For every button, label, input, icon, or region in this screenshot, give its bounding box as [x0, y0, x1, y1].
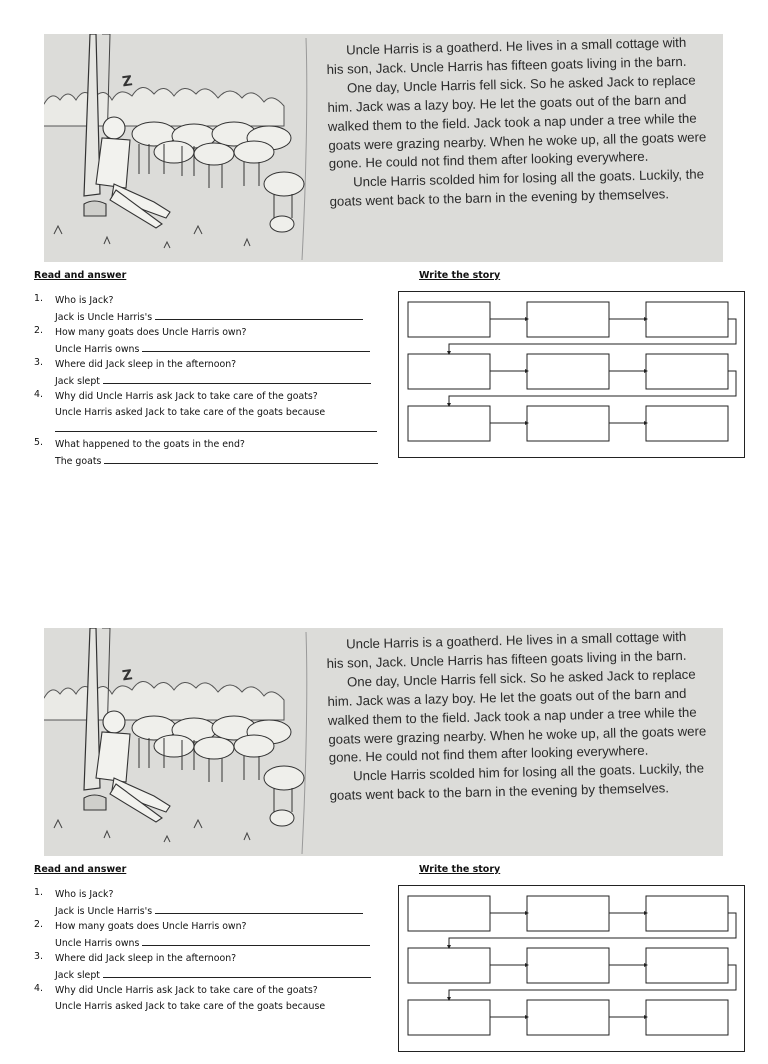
question-item — [34, 357, 394, 389]
sleep-mark: Z — [121, 73, 134, 91]
story-paragraph: Uncle Harris scolded him for losing all the goats. Luckily, the goats went back to the barn in the evening by themselves. — [329, 760, 705, 804]
story-paragraph: Uncle Harris is a goatherd. He lives in a small cottage with his son, Jack. Uncle Harris has fifteen goats living in the barn. — [326, 628, 687, 671]
write-the-story-title: Write the story — [419, 864, 501, 875]
question-text: Where did Jack sleep in the afternoon? — [55, 359, 237, 370]
story-box[interactable] — [408, 896, 490, 931]
story-paragraph: One day, Uncle Harris fell sick. So he asked Jack to replace him. Jack was a lazy boy. He let the goats out of the barn and walked them to the field. Jack took a nap under a tree while the goats were grazing nearby. When he woke up, all the goats were gone. He could not find them after looking everywhere. — [327, 72, 707, 172]
story-box[interactable] — [527, 354, 609, 389]
answer-blank[interactable] — [103, 967, 371, 978]
story-box[interactable] — [408, 406, 490, 441]
story-box[interactable] — [527, 1000, 609, 1035]
story-box[interactable] — [646, 896, 728, 931]
story-text — [326, 628, 710, 806]
read-and-answer-title: Read and answer — [34, 864, 127, 875]
question-number: 1. — [34, 887, 43, 898]
question-number: 2. — [34, 325, 43, 336]
write-the-story-title: Write the story — [419, 270, 501, 281]
question-number: 3. — [34, 951, 43, 962]
question-text: How many goats does Uncle Harris own? — [55, 921, 247, 932]
story-box[interactable] — [646, 406, 728, 441]
textbook-photo — [44, 628, 723, 856]
story-box[interactable] — [527, 896, 609, 931]
story-box[interactable] — [527, 406, 609, 441]
answer-blank[interactable] — [103, 373, 371, 384]
answer-blank[interactable] — [142, 935, 370, 946]
answer-prompt: Jack slept — [55, 970, 100, 981]
question-text: Why did Uncle Harris ask Jack to take care of the goats? — [55, 391, 318, 402]
story-box[interactable] — [646, 354, 728, 389]
worksheet-copy-2 — [0, 594, 768, 1064]
story-paragraph: Uncle Harris is a goatherd. He lives in a small cottage with his son, Jack. Uncle Harris has fifteen goats living in the barn. — [326, 34, 687, 77]
question-text: Who is Jack? — [55, 295, 114, 306]
answer-blank[interactable] — [142, 341, 370, 352]
question-item — [34, 919, 394, 951]
question-text: How many goats does Uncle Harris own? — [55, 327, 247, 338]
worksheet-copy-1 — [0, 0, 768, 470]
answer-prompt: The goats — [55, 456, 102, 467]
story-box[interactable] — [646, 948, 728, 983]
story-flowchart — [398, 291, 745, 458]
story-flowchart — [398, 885, 745, 1052]
answer-blank[interactable] — [155, 903, 363, 914]
question-text: Why did Uncle Harris ask Jack to take care of the goats? — [55, 985, 318, 996]
question-number: 3. — [34, 357, 43, 368]
question-number: 4. — [34, 389, 43, 400]
story-illustration — [44, 628, 316, 856]
story-box[interactable] — [408, 1000, 490, 1035]
answer-blank[interactable] — [155, 309, 363, 320]
story-illustration — [44, 34, 316, 262]
story-box[interactable] — [527, 948, 609, 983]
answer-prompt: Jack is Uncle Harris's — [55, 312, 153, 323]
sleep-mark: Z — [121, 667, 134, 685]
read-and-answer-title: Read and answer — [34, 270, 127, 281]
story-paragraph: One day, Uncle Harris fell sick. So he asked Jack to replace him. Jack was a lazy boy. He let the goats out of the barn and walked them to the field. Jack took a nap under a tree while the goats were grazing nearby. When he woke up, all the goats were gone. He could not find them after looking everywhere. — [327, 666, 707, 766]
story-box[interactable] — [646, 1000, 728, 1035]
question-text: Where did Jack sleep in the afternoon? — [55, 953, 237, 964]
story-box[interactable] — [408, 354, 490, 389]
answer-prompt: Jack slept — [55, 376, 100, 387]
answer-blank[interactable] — [104, 453, 378, 464]
answer-blank[interactable] — [55, 421, 377, 432]
question-list — [34, 293, 394, 469]
story-text — [326, 34, 710, 212]
question-text: Who is Jack? — [55, 889, 114, 900]
question-number: 5. — [34, 437, 43, 448]
story-box[interactable] — [527, 302, 609, 337]
story-box[interactable] — [646, 302, 728, 337]
question-number: 1. — [34, 293, 43, 304]
answer-prompt: Uncle Harris owns — [55, 344, 140, 355]
textbook-photo — [44, 34, 723, 262]
question-item — [34, 887, 394, 919]
question-item — [34, 389, 394, 437]
question-item — [34, 325, 394, 357]
story-box[interactable] — [408, 302, 490, 337]
answer-prompt: Jack is Uncle Harris's — [55, 906, 153, 917]
answer-prompt: Uncle Harris asked Jack to take care of the goats because — [55, 407, 326, 418]
question-number: 4. — [34, 983, 43, 994]
answer-prompt: Uncle Harris asked Jack to take care of the goats because — [55, 1001, 326, 1012]
question-text: What happened to the goats in the end? — [55, 439, 245, 450]
story-paragraph: Uncle Harris scolded him for losing all the goats. Luckily, the goats went back to the barn in the evening by themselves. — [329, 166, 705, 210]
question-item — [34, 983, 394, 1015]
answer-prompt: Uncle Harris owns — [55, 938, 140, 949]
question-item — [34, 951, 394, 983]
question-item — [34, 437, 394, 469]
question-list — [34, 887, 394, 1015]
question-number: 2. — [34, 919, 43, 930]
story-box[interactable] — [408, 948, 490, 983]
question-item — [34, 293, 394, 325]
